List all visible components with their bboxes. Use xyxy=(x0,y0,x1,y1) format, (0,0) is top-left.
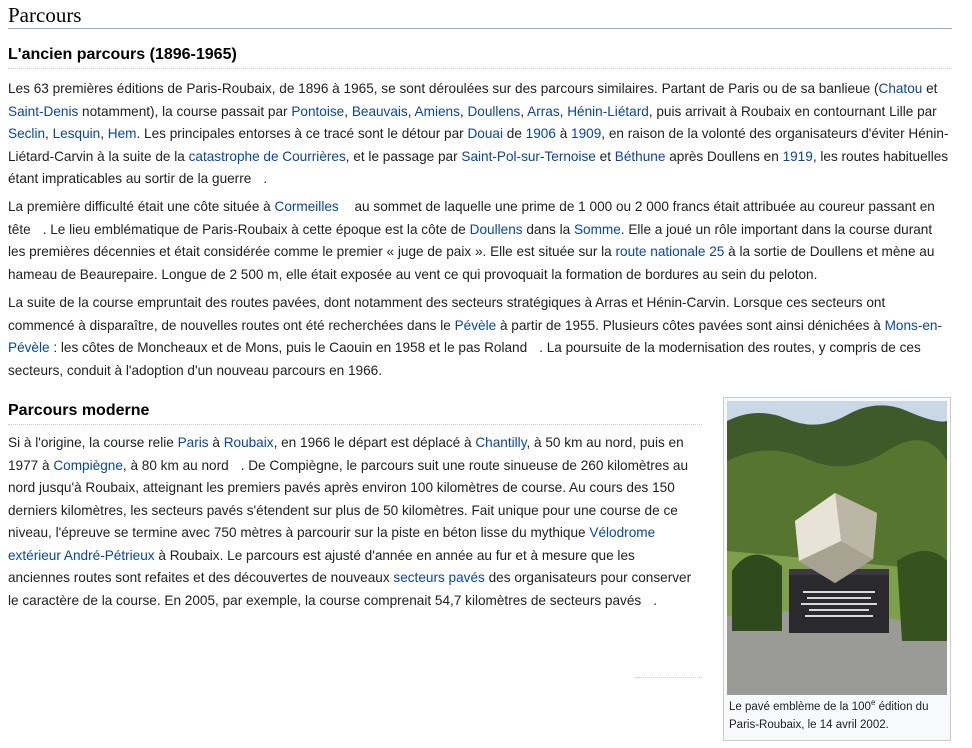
wiki-link[interactable]: Compiègne xyxy=(53,457,123,473)
wiki-link[interactable]: 1906 xyxy=(525,126,556,141)
text-run: , et le passage par xyxy=(345,148,462,164)
wiki-link[interactable]: Seclin xyxy=(8,126,46,141)
text-run: , puis arrivait à Roubaix en contournant Lille par xyxy=(648,103,937,119)
text-run: . Le lieu emblématique de Paris-Roubaix à cette époque est la côte de xyxy=(42,221,470,237)
wiki-link[interactable]: Hem xyxy=(107,126,137,141)
wiki-link[interactable]: Arras xyxy=(527,103,560,119)
text-run: à xyxy=(555,126,572,141)
heading-parcours-moderne: Parcours moderne xyxy=(8,400,702,425)
wiki-link[interactable]: route nationale 25 xyxy=(615,244,725,259)
text-run: , xyxy=(407,103,415,119)
wiki-link[interactable]: Doullens xyxy=(467,103,521,119)
paragraph-ancien-2 xyxy=(8,196,952,286)
text-run: et xyxy=(595,148,615,164)
text-run: . xyxy=(263,171,268,186)
wiki-link[interactable]: Pévèle xyxy=(454,317,497,333)
paragraph-ancien-3 xyxy=(8,292,952,382)
text-run: notamment), la course passait par xyxy=(78,103,292,119)
wiki-link[interactable]: Chatou xyxy=(878,81,923,96)
text-run: . xyxy=(653,592,657,608)
figure-caption xyxy=(727,698,947,734)
text-run: , à 50 km au nord, puis en 1977 à xyxy=(8,435,684,473)
text-run: . Les principales entorses à ce tracé sont le détour par xyxy=(136,126,468,141)
text-run: , xyxy=(45,126,53,141)
text-run: à la sortie de Doullens et mène au hameau de Beaurepaire. Longue de 2 500 m, elle était exposée au vent ce qui provoquait la formation de bordures au sein du peloton. xyxy=(8,244,935,282)
text-run: à Roubaix. Le parcours est ajusté d'année en année au fur et à mesure que les anciennes routes sont refaites et des découvertes de nouveaux xyxy=(8,547,635,585)
text-run: à partir de 1955. Plusieurs côtes pavées sont ainsi dénichées à xyxy=(496,317,885,333)
text-run: au sommet de laquelle une prime de 1 000 ou 2 000 francs était attribuée au coureur passant en tête xyxy=(8,199,935,237)
wiki-link[interactable]: secteurs pavés xyxy=(393,570,485,585)
wiki-link[interactable]: Somme xyxy=(573,221,621,237)
wiki-link[interactable]: catastrophe de Courrières xyxy=(188,148,346,164)
caption-text-end: édition du Paris-Roubaix, le 14 avril 2002. xyxy=(729,701,929,731)
wiki-link[interactable]: Beauvais xyxy=(351,103,408,119)
text-run: à xyxy=(208,435,224,450)
divider xyxy=(636,677,702,678)
wiki-link[interactable]: 1909 xyxy=(571,126,602,141)
heading-ancien-parcours: L'ancien parcours (1896-1965) xyxy=(8,44,952,69)
wiki-link[interactable]: Lesquin xyxy=(52,126,101,141)
wiki-link[interactable]: Paris xyxy=(177,435,209,450)
text-run: des organisateurs pour conserver le caractère de la course. En 2005, par exemple, la course comprenait 54,7 kilomètres de secteurs pavés xyxy=(8,570,692,608)
wiki-link[interactable]: 1919 xyxy=(782,148,813,164)
wiki-link[interactable]: Amiens xyxy=(414,103,460,119)
paragraph-moderne xyxy=(8,432,698,612)
text-run: : les côtes de Moncheaux et de Mons, puis le Caouin en 1958 et le pas Roland xyxy=(49,340,528,355)
wiki-link[interactable]: Mons-en-Pévèle xyxy=(8,317,943,355)
text-run: , xyxy=(459,103,468,119)
text-run: et xyxy=(922,81,938,96)
text-run: , xyxy=(100,126,108,141)
text-run: , xyxy=(559,103,568,119)
text-run: . La poursuite de la modernisation des routes, y compris de ces secteurs, conduit à l'adoption d'un nouveau parcours en 1966. xyxy=(8,340,921,378)
wiki-link[interactable]: Cormeilles xyxy=(274,199,339,214)
text-run: , en 1966 le départ est déplacé à xyxy=(273,435,476,450)
wiki-link[interactable]: Hénin-Liétard xyxy=(567,103,649,119)
text-run: dans la xyxy=(522,221,574,237)
wiki-link[interactable]: Saint-Pol-sur-Ternoise xyxy=(461,148,596,164)
text-run: , xyxy=(344,103,352,119)
paragraph-ancien-1 xyxy=(8,78,952,191)
text-run: , en raison de la volonté des organisateurs d'éviter Hénin-Liétard-Carvin à la suite de la xyxy=(8,126,949,164)
text-run: après Doullens en xyxy=(665,148,783,164)
text-run: La première difficulté était une côte située à xyxy=(8,199,275,214)
section-title: Parcours xyxy=(8,0,952,29)
text-run: La suite de la course empruntait des routes pavées, dont notamment des secteurs stratégiques à Arras et Hénin-Carvin. Lorsque ces secteurs ont commencé à disparaître, de nouvelles routes ont été recherchées dans le xyxy=(8,295,886,333)
caption-text-start: Le pavé emblème de la 100 xyxy=(729,701,871,713)
wiki-link[interactable]: Doullens xyxy=(469,221,523,237)
wiki-link[interactable]: Pontoise xyxy=(291,103,345,119)
text-run: , xyxy=(520,103,528,119)
text-run: Si à l'origine, la course relie xyxy=(8,435,178,450)
figure-thumbnail xyxy=(723,397,951,741)
caption-superscript: e xyxy=(870,698,876,708)
text-run: , les routes habituelles étant impraticables au sortir de la guerre xyxy=(8,148,949,186)
cobblestone-monument-photo[interactable] xyxy=(727,401,947,695)
text-run: , à 80 km au nord xyxy=(122,457,229,473)
wiki-link[interactable]: Vélodrome extérieur André-Pétrieux xyxy=(8,525,656,563)
wiki-link[interactable]: Chantilly xyxy=(475,435,527,450)
wiki-link[interactable]: Saint-Denis xyxy=(8,103,79,119)
text-run: Les 63 premières éditions de Paris-Roubaix, de 1896 à 1965, se sont déroulées sur des parcours similaires. Partant de Paris ou de sa banlieue ( xyxy=(8,81,879,96)
text-run: de xyxy=(502,126,526,141)
wiki-link[interactable]: Douai xyxy=(467,126,503,141)
wiki-link[interactable]: Roubaix xyxy=(223,435,274,450)
wiki-link[interactable]: Béthune xyxy=(614,148,666,164)
text-run: . Elle a joué un rôle important dans la course durant les premières décennies et était considérée comme le premier « juge de paix ». Elle est située sur la xyxy=(8,221,933,259)
text-run: . De Compiègne, le parcours suit une route sinueuse de 260 kilomètres au nord jusqu'à Roubaix, atteignant les premiers pavés après environ 100 kilomètres de course. Au cours des 150 derniers kilomètres, les secteurs pavés s'étendent sur plus de 50 kilomètres. Fait unique pour une course de ce niveau, l'épreuve se termine avec 750 mètres à parcourir sur la piste en béton lisse du mythique xyxy=(8,457,689,540)
